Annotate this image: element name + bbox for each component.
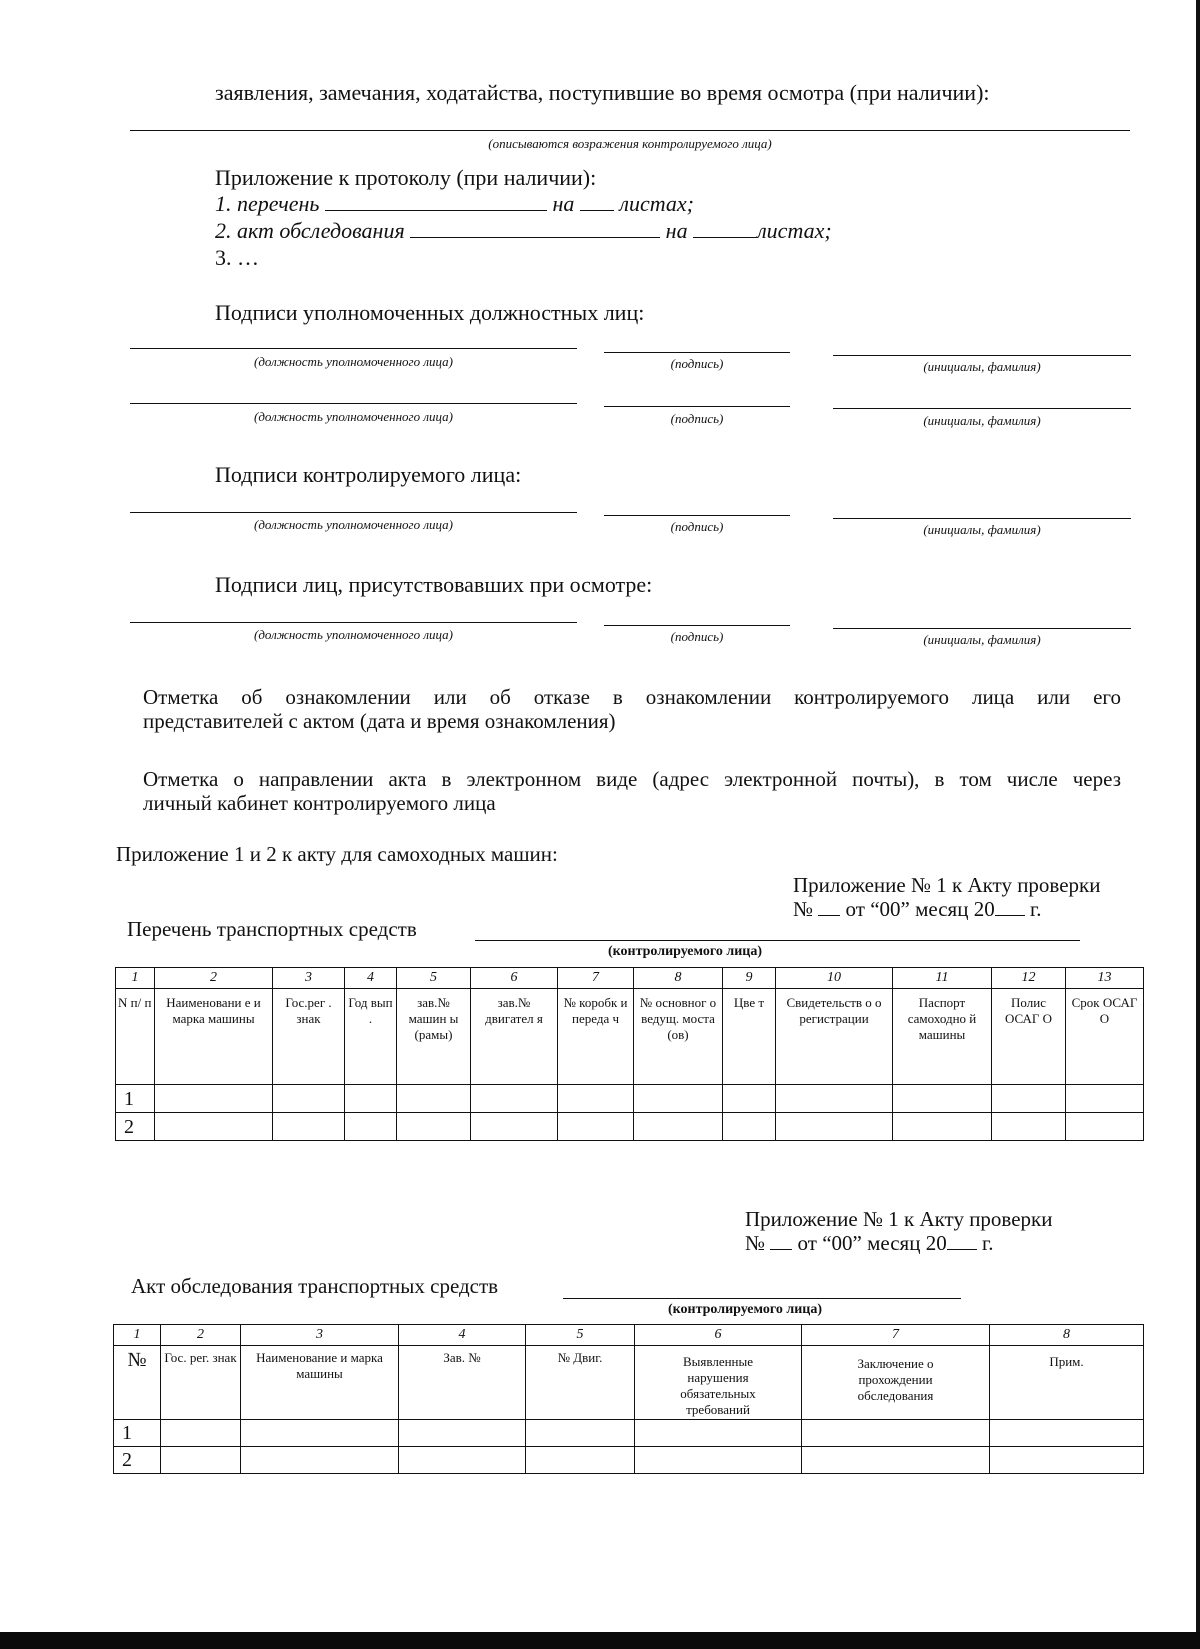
attachment-item-3: 3. … <box>215 245 259 270</box>
appendix1-colnum: 13 <box>1066 968 1144 989</box>
appendix1-year-suffix: г. <box>1029 897 1042 921</box>
appendix2-row-number: 1 <box>114 1420 161 1447</box>
table-row <box>114 1420 1144 1447</box>
appendix2-colhead: Гос. рег. знак <box>161 1346 241 1420</box>
appendix1-colhead: № основног о ведущ. моста (ов) <box>634 989 723 1085</box>
table-row <box>116 1085 1144 1113</box>
appendix1-colnum: 9 <box>723 968 776 989</box>
appendix2-header-line-2 <box>745 1231 993 1256</box>
controlled-signature-line[interactable] <box>604 515 790 516</box>
table-cell[interactable] <box>397 1085 471 1113</box>
table-cell[interactable] <box>1066 1085 1144 1113</box>
appendix1-colnum: 12 <box>992 968 1066 989</box>
appendix1-colnum: 3 <box>273 968 345 989</box>
appendix1-colhead: Свидетельств о о регистрации <box>776 989 893 1085</box>
appendix2-number-row <box>114 1325 1144 1346</box>
officials-signatures-heading: Подписи уполномоченных должностных лиц: <box>215 300 645 325</box>
appendix1-row-number: 1 <box>116 1085 155 1113</box>
appendix1-colhead: № коробк и переда ч <box>558 989 634 1085</box>
table-cell[interactable] <box>776 1113 893 1141</box>
table-cell[interactable] <box>161 1420 241 1447</box>
appendix2-colnum: 5 <box>526 1325 635 1346</box>
table-cell[interactable] <box>273 1113 345 1141</box>
appendix2-year-suffix: г. <box>981 1231 994 1255</box>
appendix1-title-caption: (контролируемого лица) <box>607 944 763 959</box>
appendix2-title: Акт обследования транспортных средств <box>131 1274 499 1298</box>
controlled-name-line[interactable] <box>833 518 1131 519</box>
official-1-signature-line[interactable] <box>604 352 790 353</box>
appendix2-year-blank[interactable] <box>947 1249 977 1250</box>
table-cell[interactable] <box>990 1447 1144 1474</box>
attachment-item-2 <box>215 218 832 244</box>
present-position-caption: (должность уполномоченного лица) <box>254 627 453 642</box>
controlled-position-line[interactable] <box>130 512 577 513</box>
official-1-name-caption: (инициалы, фамилия) <box>923 359 1041 374</box>
attachment-item-1-sheets: листах; <box>619 191 694 216</box>
appendix2-colnum: 2 <box>161 1325 241 1346</box>
appendix2-title-caption: (контролируемого лица) <box>667 1302 823 1317</box>
official-2-signature-caption: (подпись) <box>670 411 724 426</box>
appendix1-colhead: Год вып . <box>345 989 397 1085</box>
table-cell[interactable] <box>723 1113 776 1141</box>
present-signature-line[interactable] <box>604 625 790 626</box>
appendix1-number-row <box>116 968 1144 989</box>
appendix2-colhead: Выявленные нарушения обязательных требований <box>635 1346 802 1420</box>
appendix2-colhead: Наименование и марка машины <box>241 1346 399 1420</box>
present-name-line[interactable] <box>833 628 1131 629</box>
table-cell[interactable] <box>776 1085 893 1113</box>
statements-line <box>130 130 1130 131</box>
table-cell[interactable] <box>526 1447 635 1474</box>
table-cell[interactable] <box>399 1447 526 1474</box>
attachment-item-1-on: на <box>552 191 575 216</box>
table-cell[interactable] <box>399 1420 526 1447</box>
acquaintance-mark-line-2: представителей с актом (дата и время ознакомления) <box>143 709 616 733</box>
appendix1-header-line-2 <box>793 897 1041 922</box>
appendix1-colnum: 8 <box>634 968 723 989</box>
appendix1-colnum: 6 <box>471 968 558 989</box>
table-cell[interactable] <box>893 1113 992 1141</box>
table-cell[interactable] <box>558 1113 634 1141</box>
controlled-position-caption: (должность уполномоченного лица) <box>254 517 453 532</box>
appendix1-header-line-1: Приложение № 1 к Акту проверки <box>793 873 1101 897</box>
appendix2-header-line-1: Приложение № 1 к Акту проверки <box>745 1207 1053 1231</box>
table-cell[interactable] <box>471 1085 558 1113</box>
appendix2-colnum: 3 <box>241 1325 399 1346</box>
scan-bottom-edge <box>0 1632 1200 1649</box>
appendix1-title: Перечень транспортных средств <box>127 917 417 941</box>
attachment-item-1-prefix: 1. перечень <box>215 191 320 216</box>
appendix2-colnum: 7 <box>802 1325 990 1346</box>
official-1-position-caption: (должность уполномоченного лица) <box>254 354 453 369</box>
appendix2-title-line[interactable] <box>563 1298 961 1299</box>
attachments-heading: Приложение к протоколу (при наличии): <box>215 165 597 190</box>
table-cell[interactable] <box>635 1447 802 1474</box>
appendix2-colhead: Заключение о прохождении обследования <box>802 1346 990 1420</box>
official-1-name-line[interactable] <box>833 355 1131 356</box>
electronic-mark-line-2: личный кабинет контролируемого лица <box>143 791 496 815</box>
electronic-mark-line-1: Отметка о направлении акта в электронном виде (адрес электронной почты), в том числе через <box>143 767 1121 791</box>
appendix-intro: Приложение 1 и 2 к акту для самоходных машин: <box>116 842 558 866</box>
attachment-item-2-blank[interactable] <box>410 237 660 238</box>
official-1-signature-caption: (подпись) <box>670 356 724 371</box>
appendix2-date-text: от “00” месяц 20 <box>797 1231 947 1255</box>
attachment-item-2-sheets-blank[interactable] <box>693 237 757 238</box>
table-cell[interactable] <box>634 1085 723 1113</box>
appendix1-year-blank[interactable] <box>995 915 1025 916</box>
controlled-signatures-heading: Подписи контролируемого лица: <box>215 462 522 487</box>
attachment-item-1-sheets-blank[interactable] <box>580 210 614 211</box>
attachment-item-2-sheets: листах; <box>757 218 832 243</box>
table-cell[interactable] <box>635 1420 802 1447</box>
table-cell[interactable] <box>345 1085 397 1113</box>
appendix1-colhead: Цве т <box>723 989 776 1085</box>
appendix2-colnum: 6 <box>635 1325 802 1346</box>
official-2-name-caption: (инициалы, фамилия) <box>923 413 1041 428</box>
appendix1-header-row <box>116 989 1144 1085</box>
appendix1-colnum: 5 <box>397 968 471 989</box>
appendix1-row-number: 2 <box>116 1113 155 1141</box>
appendix2-row-number: 2 <box>114 1447 161 1474</box>
appendix2-colnum: 4 <box>399 1325 526 1346</box>
official-2-position-caption: (должность уполномоченного лица) <box>254 409 453 424</box>
appendix1-colnum: 1 <box>116 968 155 989</box>
present-position-line[interactable] <box>130 622 577 623</box>
table-cell[interactable] <box>526 1420 635 1447</box>
appendix1-colhead: Гос.рег . знак <box>273 989 345 1085</box>
table-cell[interactable] <box>992 1085 1066 1113</box>
table-cell[interactable] <box>992 1113 1066 1141</box>
present-signature-caption: (подпись) <box>670 629 724 644</box>
appendix1-table <box>115 967 1144 1141</box>
table-cell[interactable] <box>634 1113 723 1141</box>
appendix1-number-sign: № <box>793 897 814 921</box>
table-cell[interactable] <box>893 1085 992 1113</box>
appendix2-colnum: 1 <box>114 1325 161 1346</box>
table-row <box>116 1113 1144 1141</box>
appendix2-colhead: Прим. <box>990 1346 1144 1420</box>
controlled-signature-caption: (подпись) <box>670 519 724 534</box>
table-cell[interactable] <box>345 1113 397 1141</box>
table-cell[interactable] <box>155 1113 273 1141</box>
scan-right-edge <box>1196 0 1200 1649</box>
table-row <box>114 1447 1144 1474</box>
appendix2-colhead: Зав. № <box>399 1346 526 1420</box>
appendix1-colhead: Полис ОСАГ О <box>992 989 1066 1085</box>
attachment-item-2-prefix: 2. акт обследования <box>215 218 405 243</box>
appendix2-colnum: 8 <box>990 1325 1144 1346</box>
appendix1-colnum: 10 <box>776 968 893 989</box>
appendix1-colnum: 11 <box>893 968 992 989</box>
appendix2-colhead: № <box>114 1346 161 1420</box>
present-signatures-heading: Подписи лиц, присутствовавших при осмотре: <box>215 572 653 597</box>
table-cell[interactable] <box>397 1113 471 1141</box>
appendix1-colhead: N п/ п <box>116 989 155 1085</box>
statements-heading: заявления, замечания, ходатайства, поступившие во время осмотра (при наличии): <box>215 80 990 105</box>
appendix2-table <box>113 1324 1144 1474</box>
table-cell[interactable] <box>558 1085 634 1113</box>
official-2-position-line[interactable] <box>130 403 577 404</box>
table-cell[interactable] <box>241 1447 399 1474</box>
appendix2-colhead: № Двиг. <box>526 1346 635 1420</box>
appendix1-colhead: Паспорт самоходно й машины <box>893 989 992 1085</box>
table-cell[interactable] <box>723 1085 776 1113</box>
attachment-item-1-blank[interactable] <box>325 210 547 211</box>
present-name-caption: (инициалы, фамилия) <box>923 632 1041 647</box>
attachment-item-2-on: на <box>665 218 688 243</box>
table-cell[interactable] <box>273 1085 345 1113</box>
appendix1-colnum: 7 <box>558 968 634 989</box>
official-2-name-line[interactable] <box>833 408 1131 409</box>
table-cell[interactable] <box>241 1420 399 1447</box>
appendix1-title-line[interactable] <box>475 940 1080 941</box>
appendix1-colhead: зав.№ двигател я <box>471 989 558 1085</box>
table-cell[interactable] <box>990 1420 1144 1447</box>
appendix2-header-row <box>114 1346 1144 1420</box>
statements-caption: (описываются возражения контролируемого лица) <box>488 136 772 151</box>
table-cell[interactable] <box>471 1113 558 1141</box>
appendix1-colhead: Наименовани е и марка машины <box>155 989 273 1085</box>
appendix2-number-sign: № <box>745 1231 766 1255</box>
appendix1-colnum: 4 <box>345 968 397 989</box>
table-cell[interactable] <box>802 1447 990 1474</box>
acquaintance-mark-line-1: Отметка об ознакомлении или об отказе в ознакомлении контролируемого лица или его <box>143 685 1121 709</box>
table-cell[interactable] <box>161 1447 241 1474</box>
appendix2-number-blank[interactable] <box>770 1249 792 1250</box>
official-1-position-line[interactable] <box>130 348 577 349</box>
appendix1-date-text: от “00” месяц 20 <box>845 897 995 921</box>
attachment-item-1 <box>215 191 694 217</box>
official-2-signature-line[interactable] <box>604 406 790 407</box>
appendix1-colhead: зав.№ машин ы (рамы) <box>397 989 471 1085</box>
table-cell[interactable] <box>155 1085 273 1113</box>
table-cell[interactable] <box>802 1420 990 1447</box>
table-cell[interactable] <box>1066 1113 1144 1141</box>
appendix1-number-blank[interactable] <box>818 915 840 916</box>
controlled-name-caption: (инициалы, фамилия) <box>923 522 1041 537</box>
appendix1-colnum: 2 <box>155 968 273 989</box>
appendix1-colhead: Срок ОСАГ О <box>1066 989 1144 1085</box>
